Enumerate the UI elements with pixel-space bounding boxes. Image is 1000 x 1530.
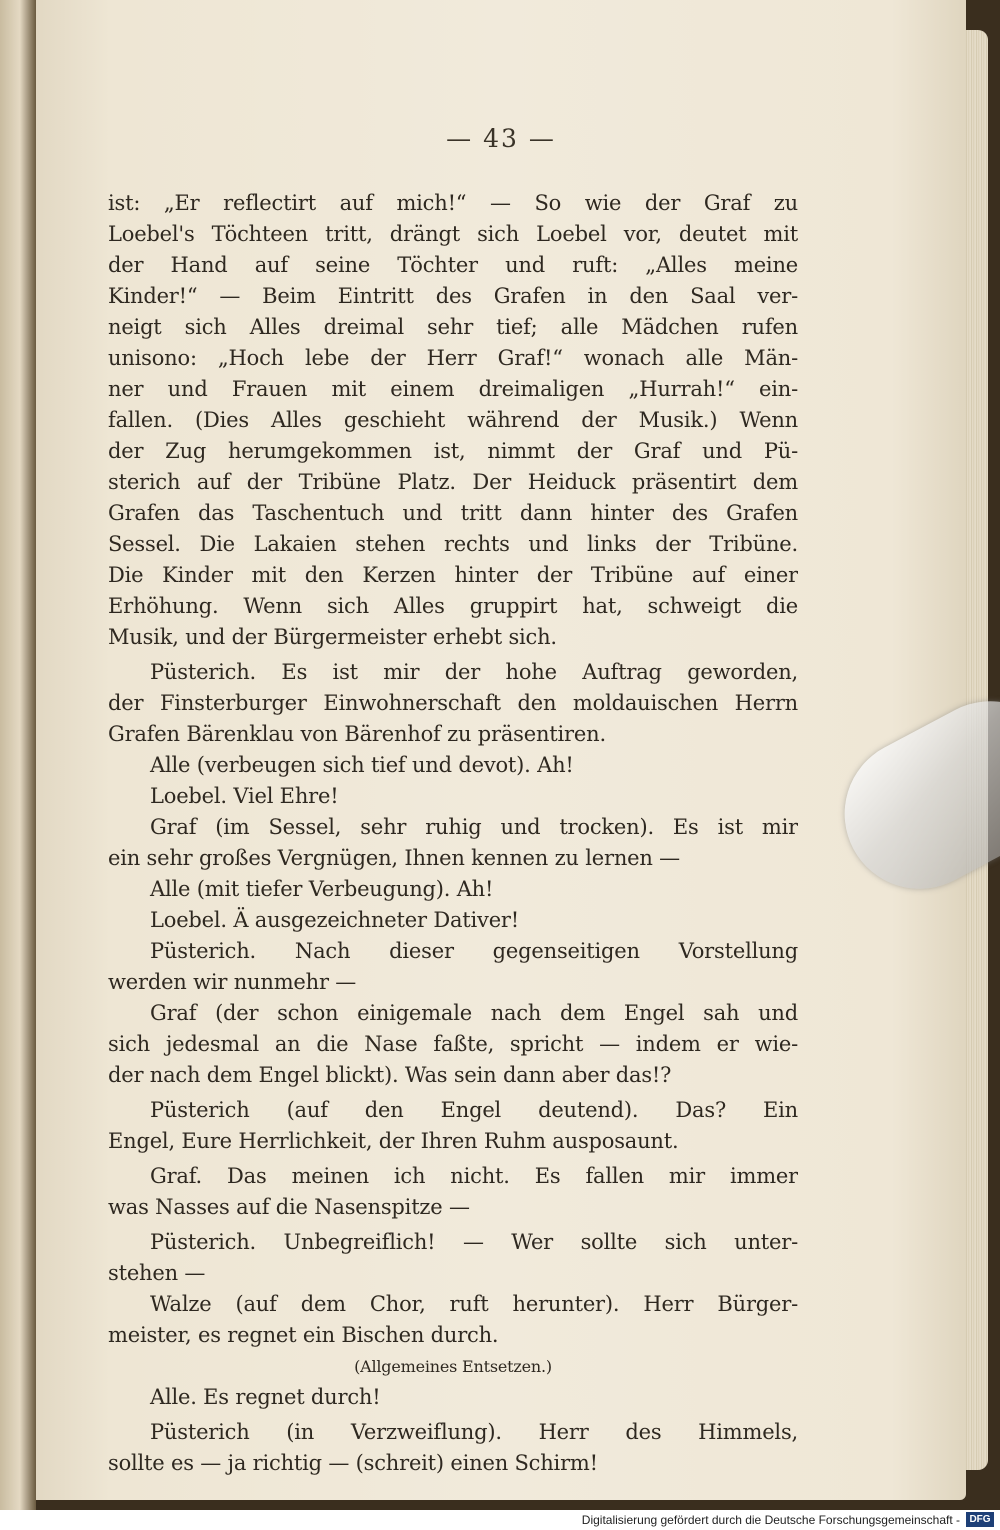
text-line: Grafen Bärenklau von Bärenhof zu präsentiren. bbox=[108, 722, 606, 746]
text-line: fallen. (Dies Alles geschieht während der Musik.) Wenn bbox=[108, 408, 798, 432]
text-line: Loebel. Ä ausgezeichneter Dativer! bbox=[150, 908, 519, 932]
funding-credit: Digitalisierung gefördert durch die Deutsche Forschungsgemeinschaft - bbox=[581, 1513, 960, 1527]
text-line: werden wir nunmehr — bbox=[108, 970, 357, 994]
text-line: ner und Frauen mit einem dreimaligen „Hurrah!“ ein- bbox=[108, 377, 798, 401]
text-line: Alle. Es regnet durch! bbox=[150, 1385, 381, 1409]
text-line: der Zug herumgekommen ist, nimmt der Graf und Pü- bbox=[108, 439, 798, 463]
text-line: der Hand auf seine Töchter und ruft: „Alles meine bbox=[108, 253, 798, 277]
text-line: Grafen das Taschentuch und tritt dann hinter des Grafen bbox=[108, 501, 798, 525]
page-text bbox=[108, 188, 798, 1479]
dfg-logo: DFG bbox=[966, 1512, 994, 1527]
text-line: Graf (im Sessel, sehr ruhig und trocken). Es ist mir bbox=[150, 815, 798, 839]
text-line: unisono: „Hoch lebe der Herr Graf!“ wonach alle Män- bbox=[108, 346, 798, 370]
text-line: sollte es — ja richtig — (schreit) einen Schirm! bbox=[108, 1451, 598, 1475]
page-number: — 43 — bbox=[446, 124, 556, 153]
text-line: ein sehr großes Vergnügen, Ihnen kennen zu lernen — bbox=[108, 846, 680, 870]
text-line: Püsterich (in Verzweiflung). Herr des Himmels, bbox=[150, 1420, 798, 1444]
text-line: neigt sich Alles dreimal sehr tief; alle Mädchen rufen bbox=[108, 315, 798, 339]
footer-bar bbox=[0, 1510, 1000, 1530]
text-line: Püsterich. Unbegreiflich! — Wer sollte sich unter- bbox=[150, 1230, 798, 1254]
text-line: Graf. Das meinen ich nicht. Es fallen mir immer bbox=[150, 1164, 798, 1188]
text-line: Engel, Eure Herrlichkeit, der Ihren Ruhm ausposaunt. bbox=[108, 1129, 679, 1153]
text-line: Püsterich (auf den Engel deutend). Das? Ein bbox=[150, 1098, 798, 1122]
text-line: Musik, und der Bürgermeister erhebt sich. bbox=[108, 625, 557, 649]
text-line: Kinder!“ — Beim Eintritt des Grafen in den Saal ver- bbox=[108, 284, 798, 308]
text-line: Alle (mit tiefer Verbeugung). Ah! bbox=[150, 877, 494, 901]
left-page-edge bbox=[0, 0, 36, 1510]
text-line: meister, es regnet ein Bischen durch. bbox=[108, 1323, 499, 1347]
text-line: Püsterich. Es ist mir der hohe Auftrag geworden, bbox=[150, 660, 798, 684]
stage-direction: (Allgemeines Entsetzen.) bbox=[354, 1357, 552, 1376]
text-line: Die Kinder mit den Kerzen hinter der Tribüne auf einer bbox=[108, 563, 798, 587]
text-line: ist: „Er reflectirt auf mich!“ — So wie der Graf zu bbox=[108, 191, 798, 215]
text-line: sich jedesmal an die Nase faßte, spricht — indem er wie- bbox=[108, 1032, 798, 1056]
text-line: Püsterich. Nach dieser gegenseitigen Vorstellung bbox=[150, 939, 798, 963]
text-line: Sessel. Die Lakaien stehen rechts und links der Tribüne. bbox=[108, 532, 798, 556]
text-line: Loebel's Töchteen tritt, drängt sich Loebel vor, deutet mit bbox=[108, 222, 798, 246]
text-line: Erhöhung. Wenn sich Alles gruppirt hat, schweigt die bbox=[108, 594, 798, 618]
text-line: Walze (auf dem Chor, ruft herunter). Herr Bürger- bbox=[150, 1292, 798, 1316]
text-line: der nach dem Engel blickt). Was sein dann aber das!? bbox=[108, 1063, 672, 1087]
text-line: Graf (der schon einigemale nach dem Engel sah und bbox=[150, 1001, 798, 1025]
text-line: stehen — bbox=[108, 1261, 206, 1285]
text-line: der Finsterburger Einwohnerschaft den moldauischen Herrn bbox=[108, 691, 798, 715]
text-line: Alle (verbeugen sich tief und devot). Ah! bbox=[150, 753, 574, 777]
text-line: sterich auf der Tribüne Platz. Der Heiduck präsentirt dem bbox=[108, 470, 798, 494]
text-line: was Nasses auf die Nasenspitze — bbox=[108, 1195, 470, 1219]
text-line: Loebel. Viel Ehre! bbox=[150, 784, 339, 808]
